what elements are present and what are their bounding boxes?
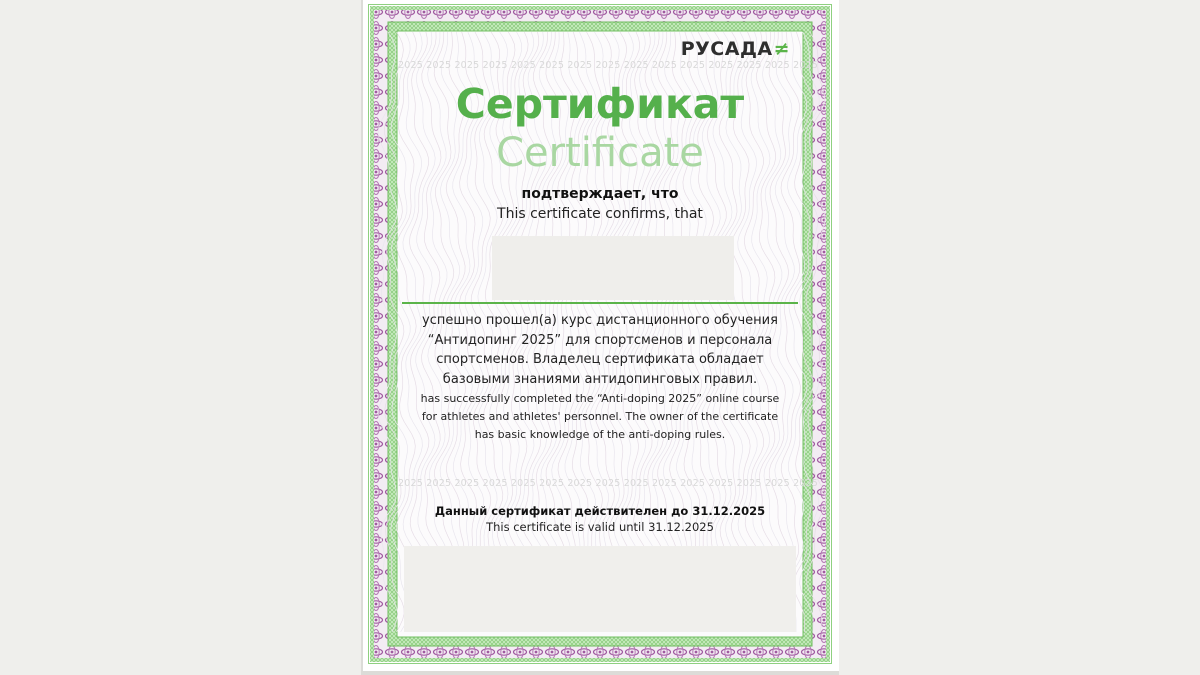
watermark-year: 2025: [482, 478, 508, 489]
watermark-year: 2025: [398, 60, 423, 71]
watermark-year: 2025: [426, 60, 452, 71]
name-underline: [402, 302, 798, 304]
watermark-year: 2025: [651, 60, 677, 71]
watermark-year: 2025: [567, 60, 593, 71]
watermark-year: 2025: [595, 60, 621, 71]
watermark-year: 2025: [454, 478, 480, 489]
certificate-body: [398, 32, 819, 636]
watermark-year: 2025: [454, 60, 480, 71]
watermark-row-top: [398, 60, 819, 71]
confirm-text-russian: подтверждает, что: [521, 186, 679, 202]
rusada-logo: [681, 38, 790, 60]
watermark-year: 2025: [623, 60, 649, 71]
watermark-year: 2025: [651, 478, 677, 489]
watermark-year: 2025: [708, 60, 734, 71]
watermark-year: 2025: [680, 478, 706, 489]
watermark-year: 2025: [539, 478, 565, 489]
watermark-year: 2025: [510, 478, 536, 489]
watermark-year: 2025: [398, 478, 423, 489]
watermark-year: 2025: [793, 60, 819, 71]
watermark-year: 2025: [736, 60, 762, 71]
watermark-year: 2025: [595, 478, 621, 489]
recipient-name-placeholder: [492, 236, 734, 300]
logo-mark-icon: ≠: [773, 38, 790, 60]
watermark-year: 2025: [764, 60, 790, 71]
watermark-row-bottom: [398, 478, 819, 489]
confirm-text-english: This certificate confirms, that: [497, 206, 703, 222]
watermark-year: 2025: [680, 60, 706, 71]
title-english: Certificate: [496, 130, 704, 176]
watermark-year: 2025: [567, 478, 593, 489]
watermark-year: 2025: [708, 478, 734, 489]
body-text-russian: успешно прошел(а) курс дистанционного обучения “Антидопинг 2025” для спортсменов и персонала спортсменов. Владелец сертификата обладает базовыми знаниями антидопинговых правил.: [422, 313, 778, 387]
watermark-year: 2025: [623, 478, 649, 489]
watermark-year: 2025: [510, 60, 536, 71]
body-text-english: has successfully completed the “Anti-doping 2025” online course for athletes and athletes' personnel. The owner of the certificate has basic knowledge of the anti-doping rules.: [420, 392, 780, 441]
certificate: [368, 4, 832, 664]
watermark-year: 2025: [539, 60, 565, 71]
signature-placeholder: [404, 546, 796, 632]
watermark-year: 2025: [736, 478, 762, 489]
watermark-year: 2025: [482, 60, 508, 71]
validity-text-english: This certificate is valid until 31.12.2025: [486, 520, 714, 534]
logo-text: РУСАДА: [680, 38, 773, 60]
watermark-year: 2025: [764, 478, 790, 489]
watermark-year: 2025: [793, 478, 819, 489]
validity-text-russian: Данный сертификат действителен до 31.12.2025: [434, 504, 766, 518]
watermark-year: 2025: [426, 478, 452, 489]
title-russian: Сертификат: [455, 80, 745, 128]
